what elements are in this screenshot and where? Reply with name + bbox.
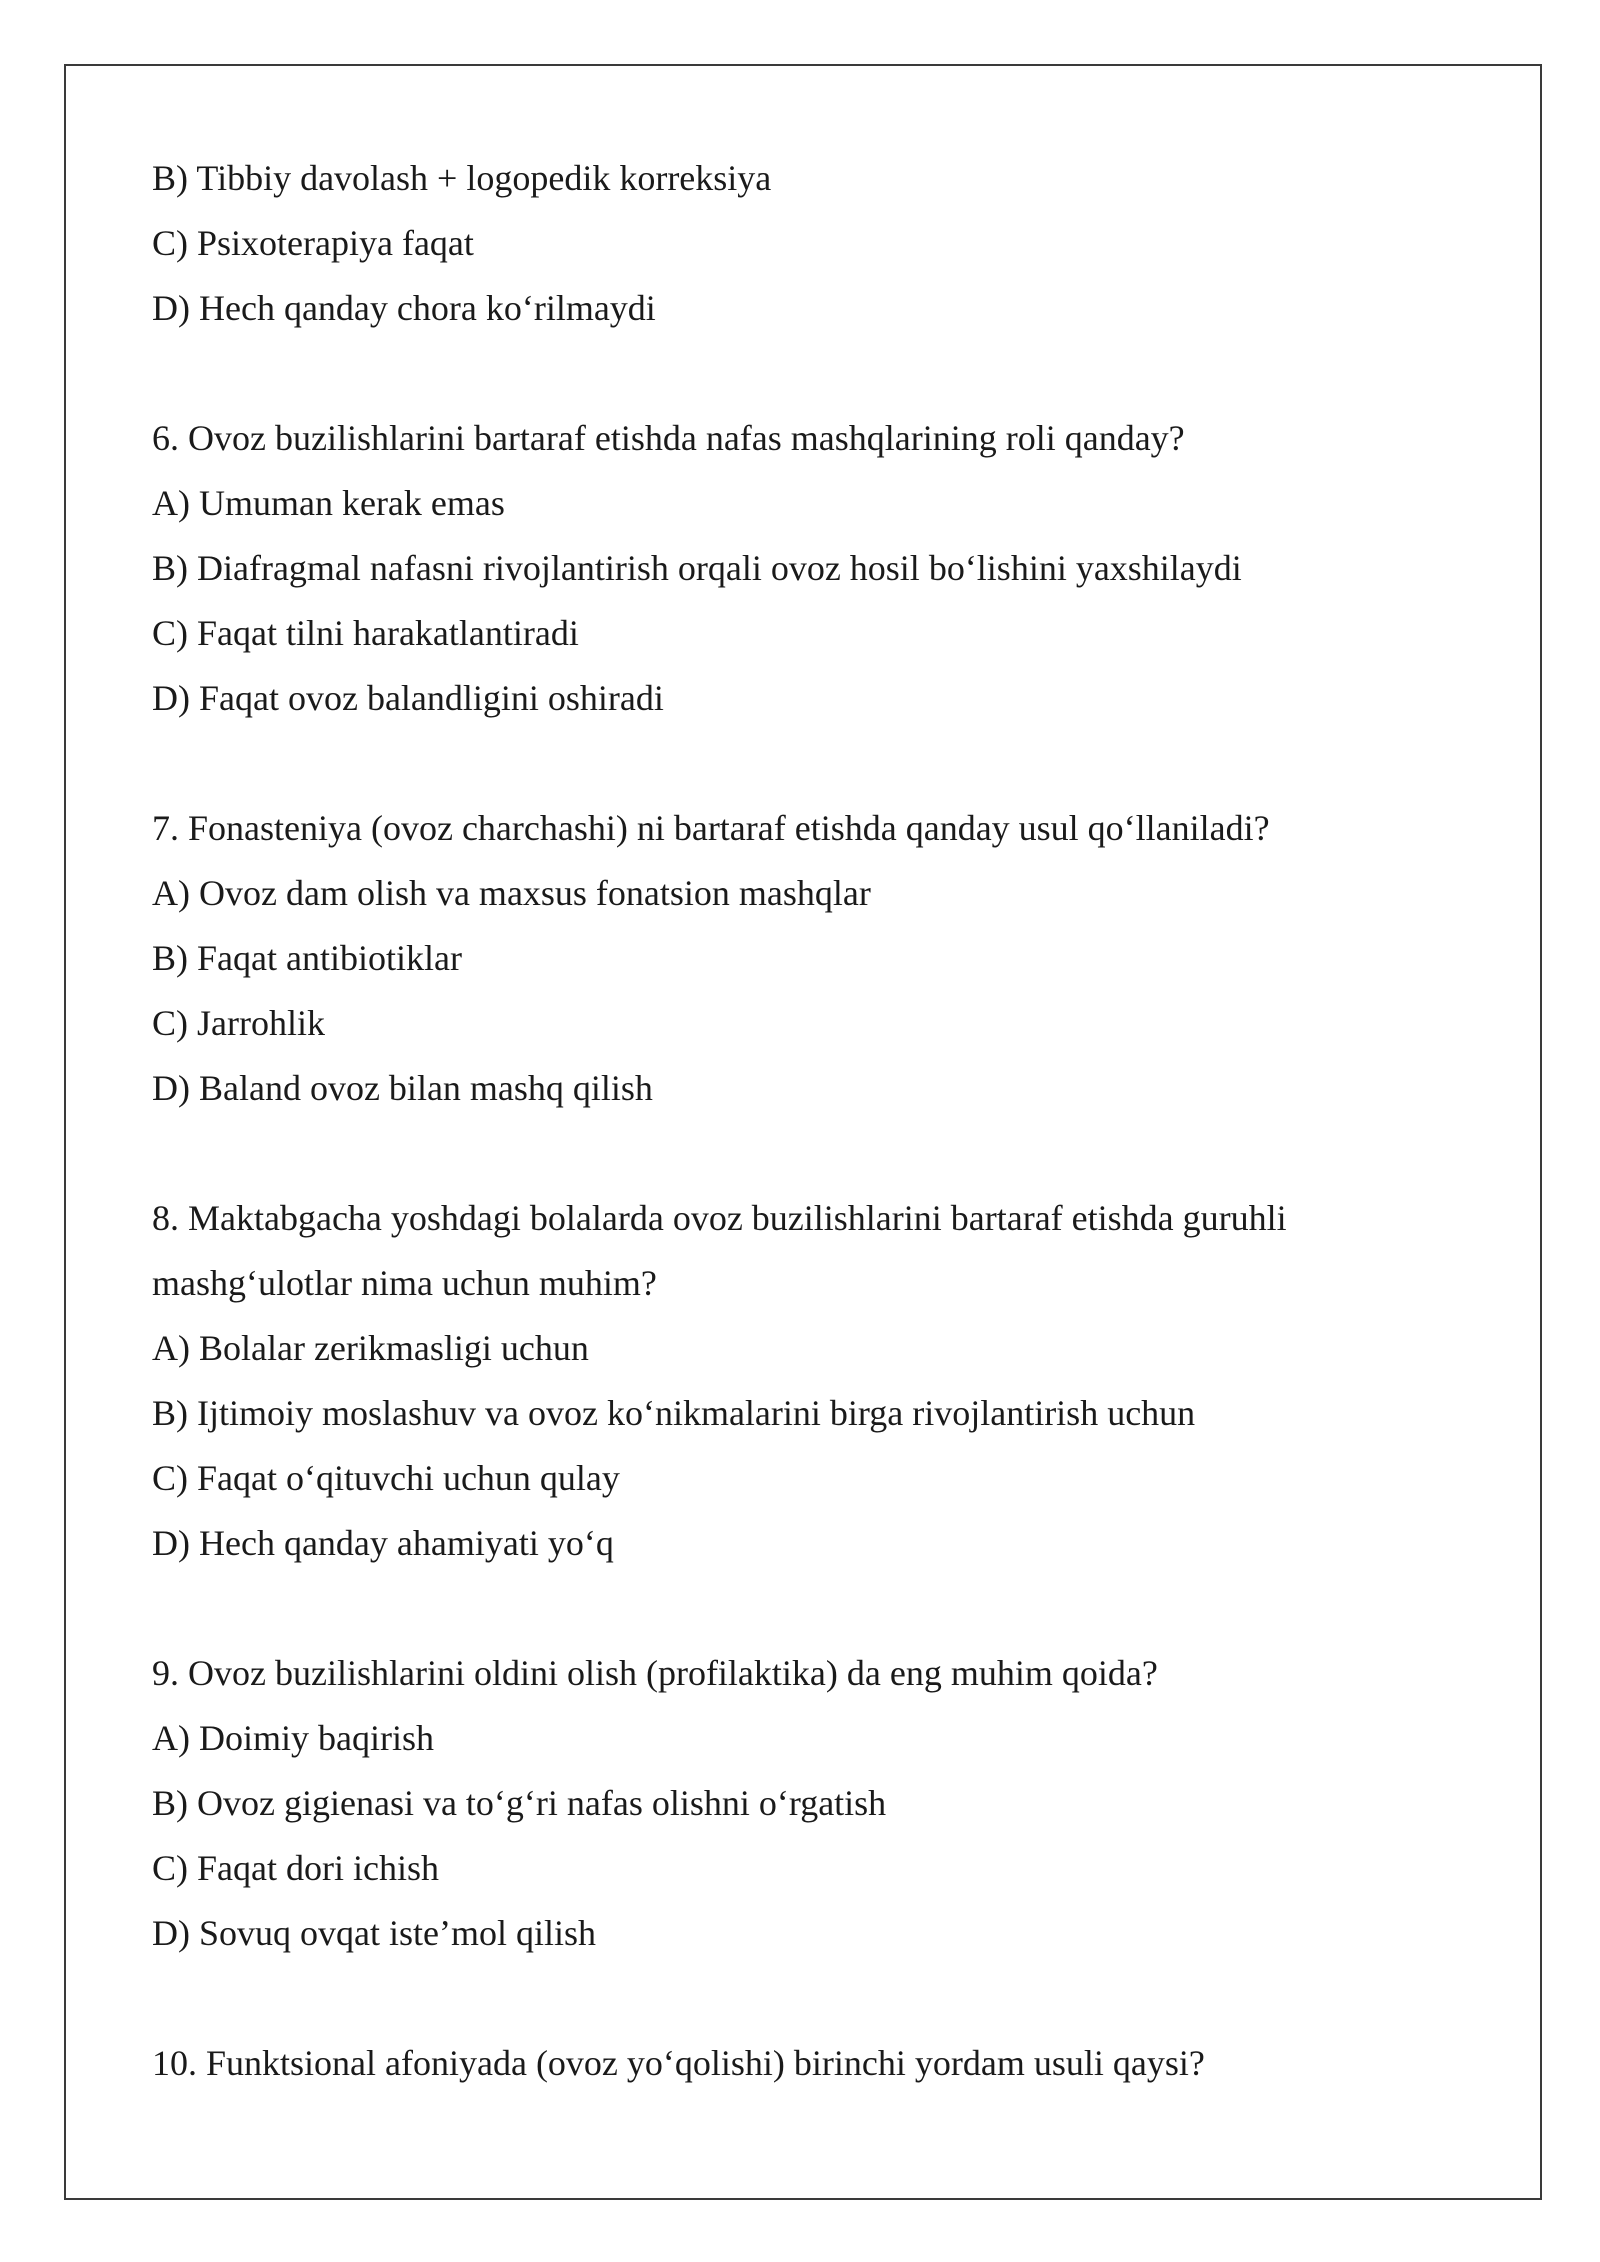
option-8d: D) Hech qanday ahamiyati yoʻq xyxy=(152,1523,614,1563)
option-7b: B) Faqat antibiotiklar xyxy=(152,938,462,978)
option-5c: C) Psixoterapiya faqat xyxy=(152,223,474,263)
option-5d: D) Hech qanday chora koʻrilmaydi xyxy=(152,288,656,328)
option-7c: C) Jarrohlik xyxy=(152,1003,325,1043)
blank-line xyxy=(152,1121,1452,1186)
question-8: 8. Maktabgacha yoshdagi bolalarda ovoz buzilishlarini bartaraf etishda guruhli xyxy=(152,1198,1287,1238)
option-9c: C) Faqat dori ichish xyxy=(152,1848,439,1888)
question-6: 6. Ovoz buzilishlarini bartaraf etishda nafas mashqlarining roli qanday? xyxy=(152,418,1185,458)
option-9a: A) Doimiy baqirish xyxy=(152,1718,434,1758)
blank-line xyxy=(152,1576,1452,1641)
option-7d: D) Baland ovoz bilan mashq qilish xyxy=(152,1068,653,1108)
blank-line xyxy=(152,731,1452,796)
option-9d: D) Sovuq ovqat isteʼmol qilish xyxy=(152,1913,596,1953)
option-8b: B) Ijtimoiy moslashuv va ovoz koʻnikmalarini birga rivojlantirish uchun xyxy=(152,1393,1196,1433)
option-6b: B) Diafragmal nafasni rivojlantirish orqali ovoz hosil boʻlishini yaxshilaydi xyxy=(152,548,1242,588)
document-text xyxy=(152,146,1452,2096)
option-6d: D) Faqat ovoz balandligini oshiradi xyxy=(152,678,664,718)
option-6a: A) Umuman kerak emas xyxy=(152,483,505,523)
option-7a: A) Ovoz dam olish va maxsus fonatsion mashqlar xyxy=(152,873,871,913)
question-9: 9. Ovoz buzilishlarini oldini olish (profilaktika) da eng muhim qoida? xyxy=(152,1653,1158,1693)
blank-line xyxy=(152,341,1452,406)
option-5b: B) Tibbiy davolash + logopedik korreksiya xyxy=(152,158,772,198)
option-8a: A) Bolalar zerikmasligi uchun xyxy=(152,1328,589,1368)
blank-line xyxy=(152,1966,1452,2031)
question-8-continued: mashgʻulotlar nima uchun muhim? xyxy=(152,1263,657,1303)
question-7: 7. Fonasteniya (ovoz charchashi) ni bartaraf etishda qanday usul qoʻllaniladi? xyxy=(152,808,1270,848)
option-6c: C) Faqat tilni harakatlantiradi xyxy=(152,613,579,653)
option-8c: C) Faqat oʻqituvchi uchun qulay xyxy=(152,1458,620,1498)
question-10: 10. Funktsional afoniyada (ovoz yoʻqolishi) birinchi yordam usuli qaysi? xyxy=(152,2043,1205,2083)
option-9b: B) Ovoz gigienasi va toʻgʻri nafas olishni oʻrgatish xyxy=(152,1783,887,1823)
